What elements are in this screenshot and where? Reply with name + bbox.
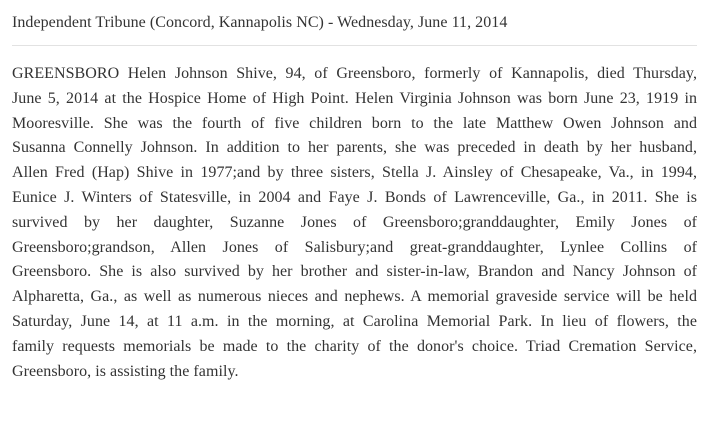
obituary-line: Greensboro. She is also survived by her brother and sister-in-law, Brandon and Nancy Johnson of: [12, 263, 697, 281]
obituary-line: Susanna Connelly Johnson. In addition to her parents, she was preceded in death by her husband,: [12, 139, 697, 157]
publication-header: Independent Tribune (Concord, Kannapolis NC) - Wednesday, June 11, 2014: [12, 14, 508, 31]
obituary-line: Eunice J. Winters of Statesville, in 2004 and Faye J. Bonds of Lawrenceville, Ga., in 2011. She is: [12, 188, 697, 206]
obituary-line: Mooresville. She was the fourth of five children born to the late Matthew Owen Johnson and: [12, 114, 697, 132]
obituary-line: Allen Fred (Hap) Shive in 1977;and by three sisters, Stella J. Ainsley of Chesapeake, Va., in 1994,: [12, 164, 697, 182]
obituary-line: survived by her daughter, Suzanne Jones of Greensboro;granddaughter, Emily Jones of: [12, 213, 697, 231]
obituary-line: GREENSBORO Helen Johnson Shive, 94, of Greensboro, formerly of Kannapolis, died Thursday,: [12, 65, 697, 82]
obituary-line-last: Greensboro, is assisting the family.: [12, 362, 239, 380]
obituary-line: family requests memorials be made to the charity of the donor's choice. Triad Cremation Service,: [12, 337, 697, 355]
obituary-line: June 5, 2014 at the Hospice Home of High Point. Helen Virginia Johnson was born June 23, 1919 in: [12, 89, 697, 107]
header-divider: [12, 45, 697, 46]
obituary-line: Saturday, June 14, at 11 a.m. in the morning, at Carolina Memorial Park. In lieu of flowers, the: [12, 312, 697, 330]
obituary-line: Greensboro;grandson, Allen Jones of Salisbury;and great-granddaughter, Lynlee Collins of: [12, 238, 697, 256]
obituary-line: Alpharetta, Ga., as well as numerous nieces and nephews. A memorial graveside service will be held: [12, 288, 697, 306]
obituary-text: [12, 62, 702, 384]
